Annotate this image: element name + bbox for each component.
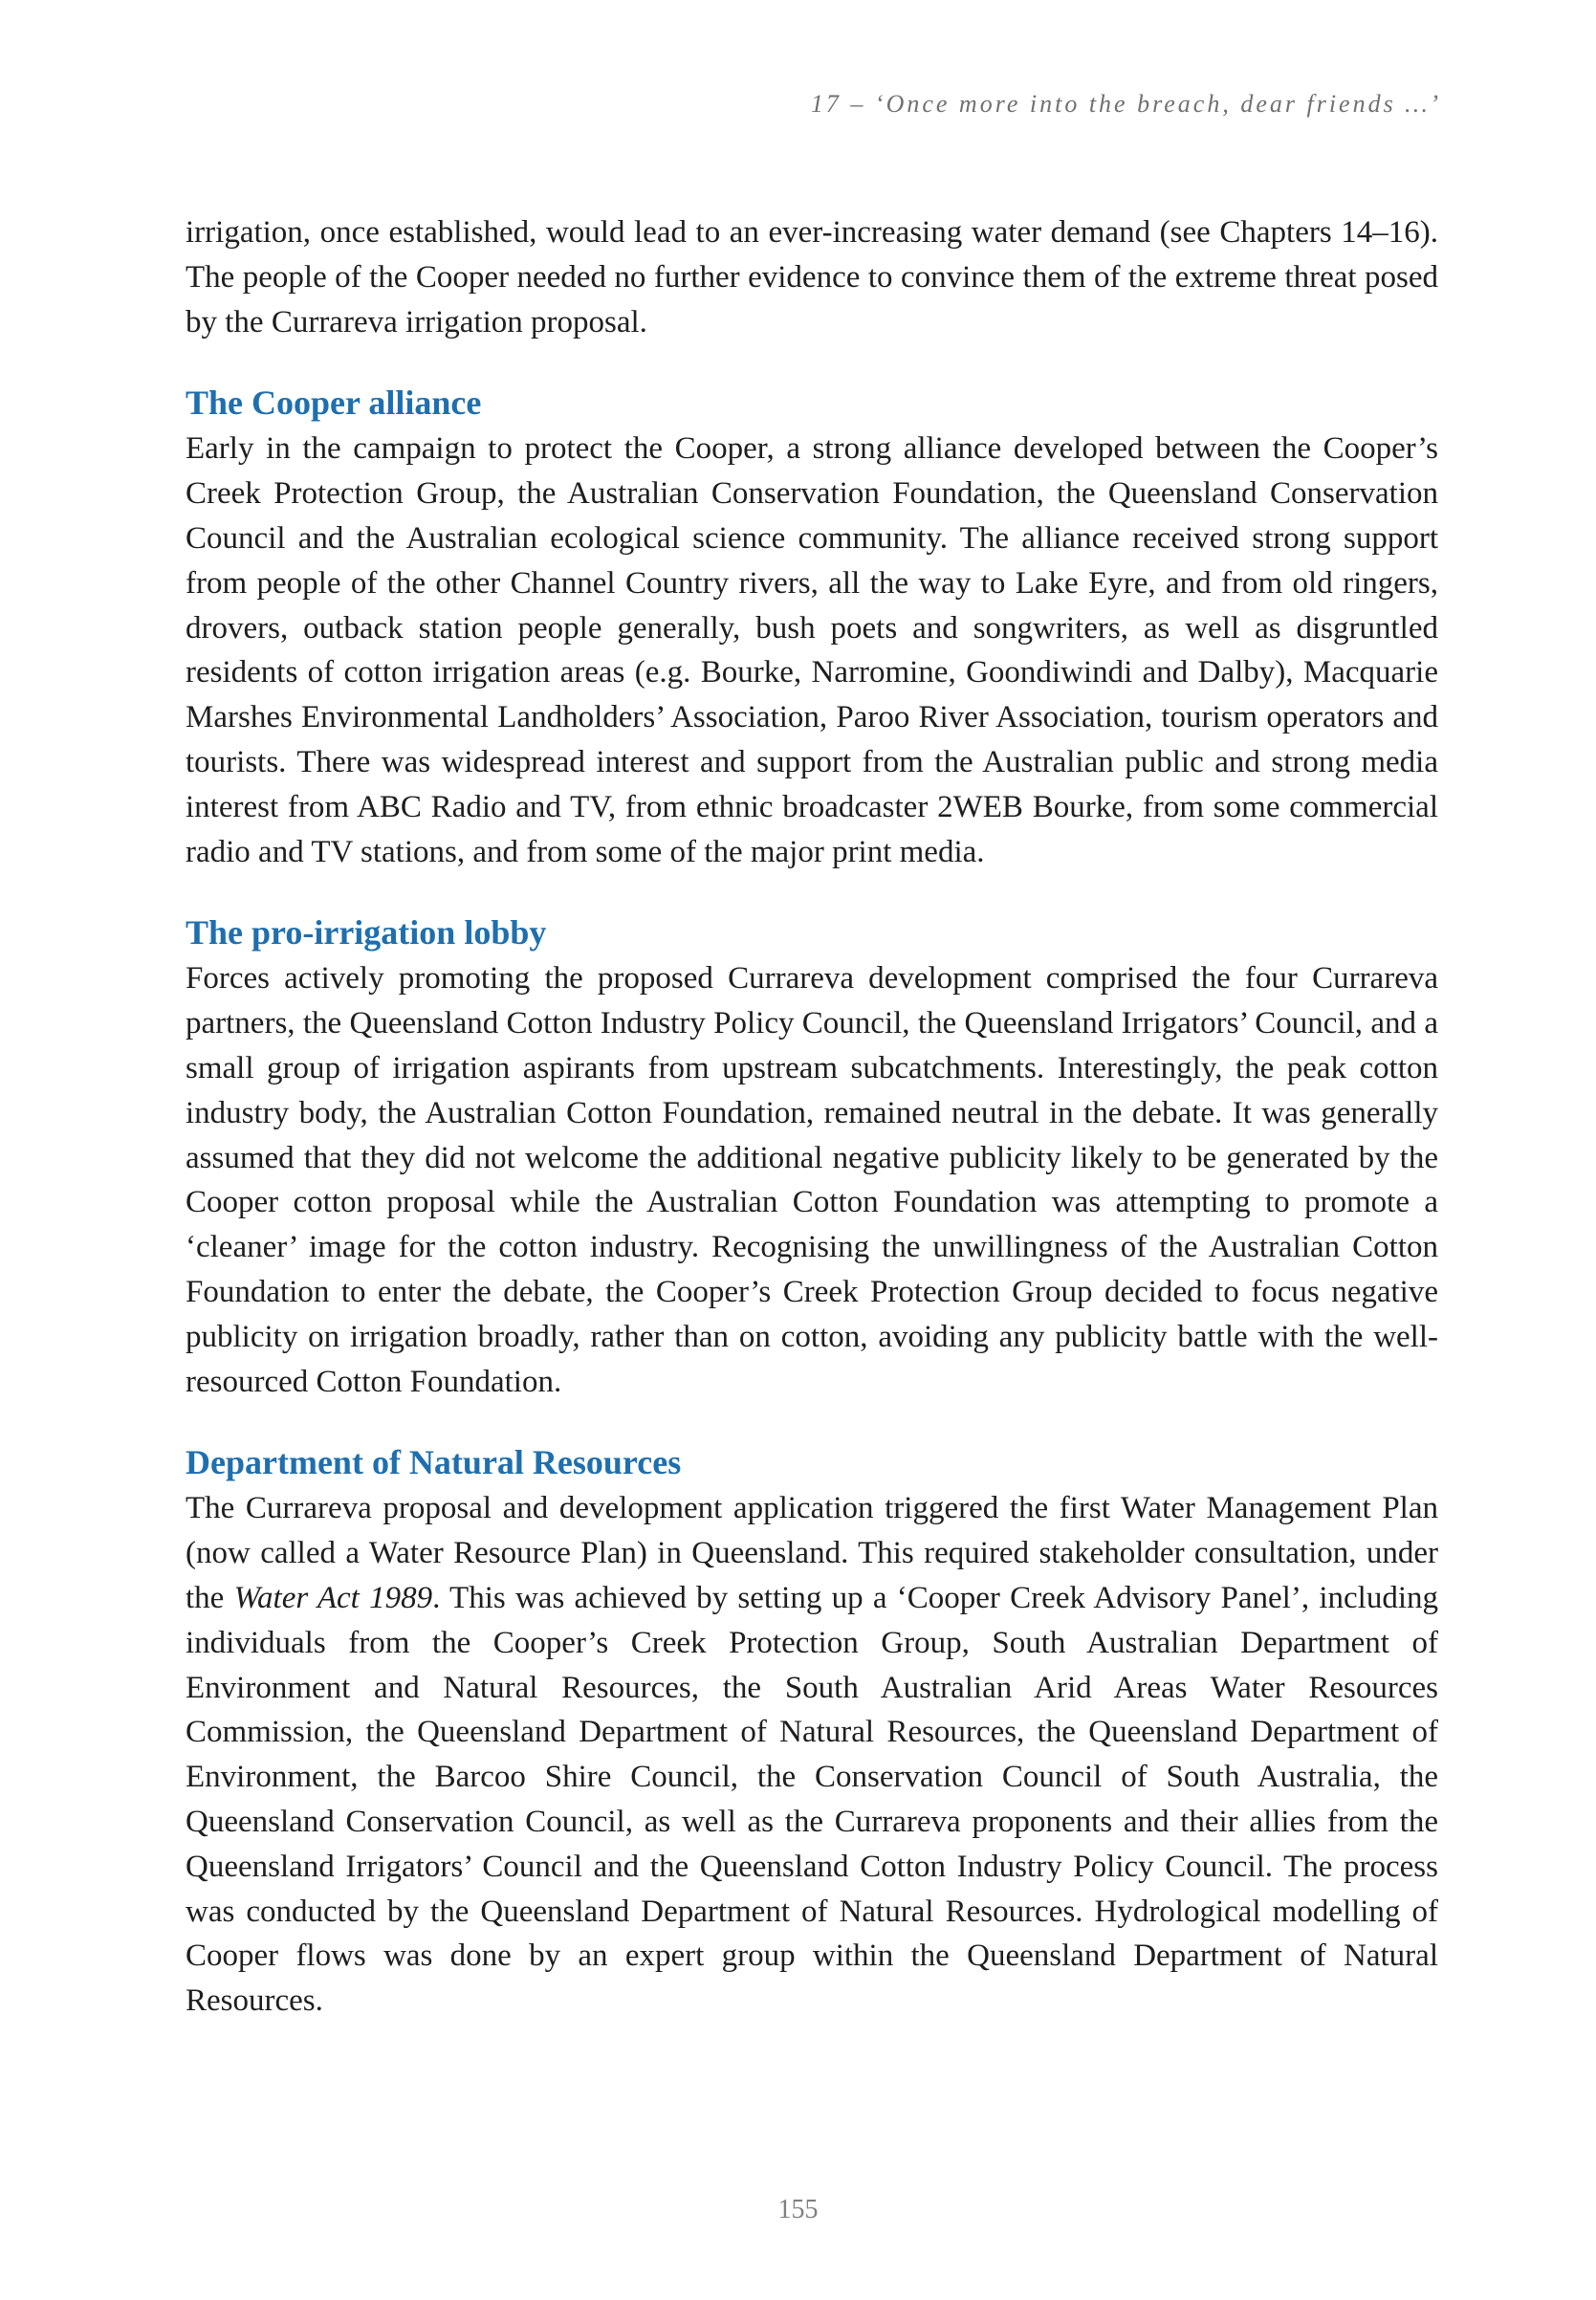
page-number: 155: [777, 2195, 819, 2224]
act-title: Water Act 1989: [233, 1580, 433, 1615]
section-pro-irrigation-lobby: [186, 910, 1438, 1404]
section-body: Early in the campaign to protect the Cooper, a strong alliance developed between the Cooper’s Creek Protection Group, the Australian Conservation Foundation, the Queensland Conservation Council and the Australian ecological science community. The alliance received strong support from people of the other Channel Country rivers, all the way to Lake Eyre, and from old ringers, drovers, outback station people generally, bush poets and songwriters, as well as disgruntled residents of cotton irrigation areas (e.g. Bourke, Narromine, Goondiwindi and Dalby), Macquarie Marshes Environmental Landholders’ Association, Paroo River Association, tourism operators and tourists. There was widespread interest and support from the Australian public and strong media interest from ABC Radio and TV, from ethnic broadcaster 2WEB Bourke, from some commercial radio and TV stations, and from some of the major print media.: [186, 431, 1438, 869]
section-heading: The pro-irrigation lobby: [186, 913, 547, 953]
intro-paragraph: irrigation, once established, would lead to an ever-increasing water demand (see Chapters 14–16). The people of the Cooper needed no further evidence to convince them of the extreme threat posed by the Currareva irrigation proposal.: [186, 215, 1438, 340]
body-text: . This was achieved by setting up a ‘Cooper Creek Advisory Panel’, including individuals from the Cooper’s Creek Protection Group, South Australian Department of Environment and Natural Resources, the South Australian Arid Areas Water Resources Commission, the Queensland Department of Natural Resources, the Queensland Department of Environment, the Barcoo Shire Council, the Conservation Council of South Australia, the Queensland Conservation Council, as well as the Currareva proponents and their allies from the Queensland Irrigators’ Council and the Queensland Cotton Industry Policy Council. The process was conducted by the Queensland Department of Natural Resources. Hydrological modelling of Cooper flows was done by an expert group within the Queensland Department of Natural Resources.: [186, 1580, 1438, 2019]
section-heading: Department of Natural Resources: [186, 1443, 682, 1482]
section-department-natural-resources: [186, 1440, 1438, 2024]
section-cooper-alliance: [186, 381, 1438, 874]
section-body: [186, 1486, 1438, 2024]
section-body: Forces actively promoting the proposed Currareva development comprised the four Currareva partners, the Queensland Cotton Industry Policy Council, the Queensland Irrigators’ Council, and a small group of irrigation aspirants from upstream subcatchments. Interestingly, the peak cotton industry body, the Australian Cotton Foundation, remained neutral in the debate. It was generally assumed that they did not welcome the additional negative publicity likely to be generated by the Cooper cotton proposal while the Australian Cotton Foundation was attempting to promote a ‘cleaner’ image for the cotton industry. Recognising the unwillingness of the Australian Cotton Foundation to enter the debate, the Cooper’s Creek Protection Group decided to focus negative publicity on irrigation broadly, rather than on cotton, avoiding any publicity battle with the well-resourced Cotton Foundation.: [186, 961, 1438, 1399]
page-body: [186, 210, 1438, 2024]
running-head: 17 – ‘Once more into the breach, dear friends …’: [810, 90, 1441, 118]
body-text: The Currareva proposal and development application triggered the first Water Management Plan (now called a Water Resource Plan) in Queensland. This required stakeholder consultation, under the: [186, 1491, 1438, 1615]
section-heading: The Cooper alliance: [186, 383, 482, 423]
